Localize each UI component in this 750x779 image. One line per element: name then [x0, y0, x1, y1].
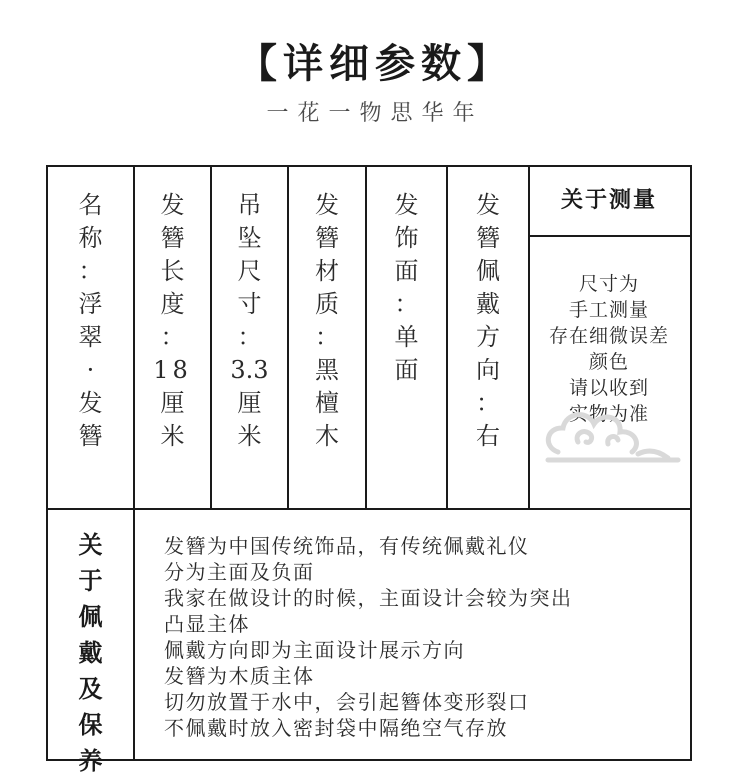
param-name: 名 称 ： 浮 翠 · 发 簪: [78, 191, 103, 450]
care-line: 发簪为中国传统饰品，有传统佩戴礼仪: [164, 534, 530, 558]
care-heading: 关 于 佩 戴 及 保 养: [78, 531, 103, 775]
measure-divider: [528, 235, 690, 237]
care-line: 凸显主体: [164, 612, 250, 636]
param-direction: 发 簪 佩 戴 方 向 ： 右: [476, 191, 500, 450]
care-instructions: [164, 533, 684, 741]
param-pendant-size: 吊 坠 尺 寸 ： 3.3 厘 米: [230, 191, 269, 450]
care-line: 佩戴方向即为主面设计展示方向: [164, 638, 465, 662]
page-title: 【详细参数】: [237, 41, 513, 87]
param-length: 发 簪 长 度 ： 18 厘 米: [153, 191, 192, 450]
care-line: 切勿放置于水中，会引起簪体变形裂口: [164, 690, 530, 714]
care-line: 我家在做设计的时候，主面设计会较为突出: [164, 586, 573, 610]
param-face: 发 饰 面 ： 单 面: [394, 191, 419, 384]
measurement-heading: 关于测量: [560, 188, 657, 213]
page-subtitle: 一花一物思华年: [266, 101, 484, 126]
parameter-table: [46, 165, 692, 775]
care-line: 分为主面及负面: [164, 560, 315, 584]
measurement-note: 尺寸为 手工测量 存在细微误差 颜色 请以收到 实物为准: [548, 273, 669, 425]
care-divider: [133, 508, 135, 759]
care-line: 发簪为木质主体: [164, 664, 315, 688]
care-line: 不佩戴时放入密封袋中隔绝空气存放: [164, 716, 508, 740]
param-material: 发 簪 材 质 ： 黑 檀 木: [315, 191, 339, 450]
cloud-ornament-icon: [538, 392, 688, 472]
row-divider: [48, 508, 690, 510]
